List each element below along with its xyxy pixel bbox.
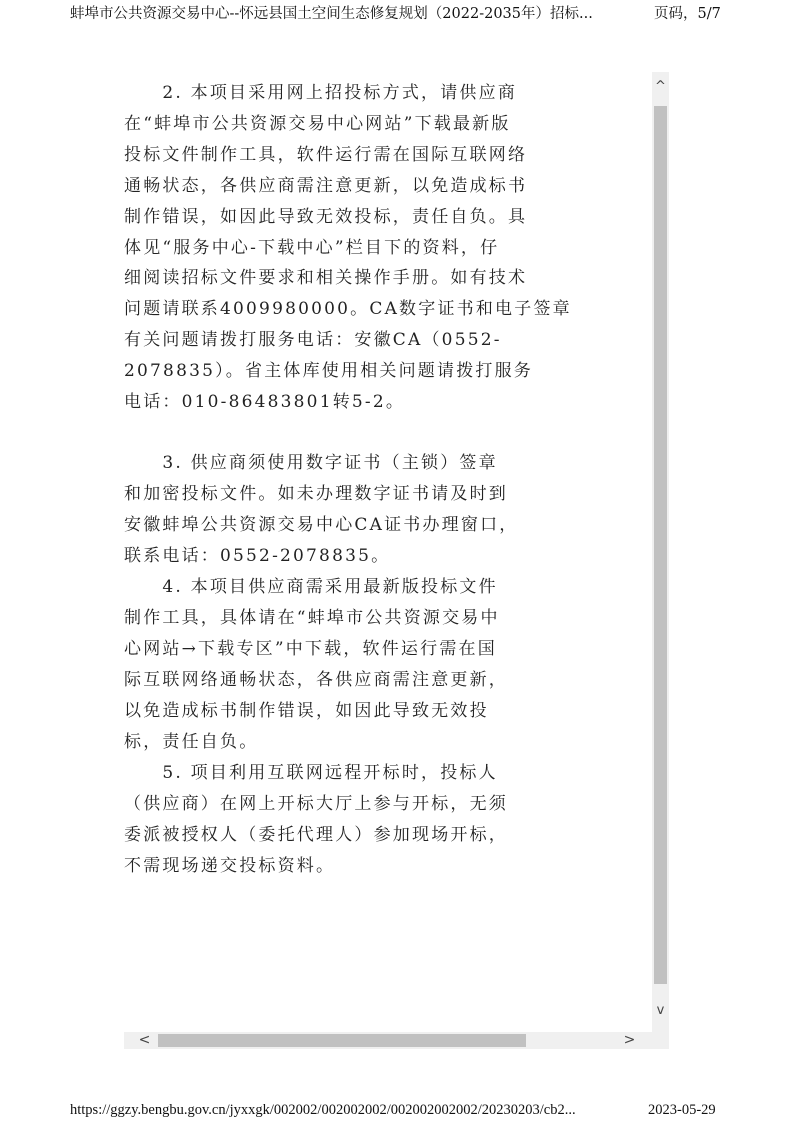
scroll-up-icon[interactable]: ^	[655, 79, 666, 94]
text-line: 心网站→下载专区”中下载，软件运行需在国	[124, 638, 497, 659]
horizontal-scrollbar[interactable]	[124, 1032, 669, 1049]
text-line: 体见“服务中心-下载中心”栏目下的资料，仔	[124, 237, 500, 258]
text-line: 制作错误，如因此导致无效投标，责任自负。具	[124, 206, 528, 227]
text-line: 联系电话：0552-2078835。	[124, 545, 391, 566]
text-line: （供应商）在网上开标大厅上参与开标，无须	[124, 793, 508, 814]
text-line: 2078835）。省主体库使用相关问题请拨打服务	[124, 361, 534, 382]
scroll-down-icon[interactable]: v	[656, 1003, 665, 1018]
vertical-scroll-thumb[interactable]	[654, 106, 667, 984]
text-line: 通畅状态，各供应商需注意更新，以免造成标书	[124, 175, 528, 196]
text-line: 安徽蚌埠公共资源交易中心CA证书办理窗口，	[124, 514, 519, 535]
text-line: 电话：010-86483801转5-2。	[124, 392, 406, 413]
page-number: 页码，5/7	[654, 6, 721, 22]
text-line: 2. 本项目采用网上招投标方式，请供应商	[124, 83, 518, 103]
announcement-text	[124, 72, 652, 1029]
text-line: 有关问题请拨打服务电话：安徽CA（0552-	[124, 330, 502, 351]
paragraph	[124, 758, 508, 882]
text-line: 不需现场递交投标资料。	[124, 855, 336, 876]
text-line: 委派被授权人（委托代理人）参加现场开标，	[124, 824, 508, 845]
text-line: 问题请联系4009980000。CA数字证书和电子签章	[124, 299, 572, 320]
text-line: 3. 供应商须使用数字证书（主锁）签章	[124, 453, 498, 473]
paragraph	[124, 448, 518, 572]
page-header-title: 蚌埠市公共资源交易中心--怀远县国土空间生态修复规划（2022-2035年）招标...	[70, 6, 593, 22]
text-line: 5. 项目利用互联网远程开标时，投标人	[124, 763, 498, 783]
scroll-left-icon[interactable]: <	[138, 1032, 151, 1048]
text-line: 制作工具，具体请在“蚌埠市公共资源交易中	[124, 607, 500, 628]
scroll-right-icon[interactable]: >	[623, 1032, 636, 1048]
paragraph	[124, 78, 572, 418]
page-footer-url: https://ggzy.bengbu.gov.cn/jyxxgk/002002/002002002/002002002002/20230203/cb2...	[70, 1102, 576, 1118]
text-line: 4. 本项目供应商需采用最新版投标文件	[124, 577, 498, 597]
horizontal-scroll-thumb[interactable]	[158, 1034, 526, 1047]
text-line: 和加密投标文件。如未办理数字证书请及时到	[124, 483, 508, 504]
text-line: 在“蚌埠市公共资源交易中心网站”下载最新版	[124, 113, 511, 134]
content-viewport	[124, 72, 669, 1049]
text-line: 投标文件制作工具，软件运行需在国际互联网络	[124, 144, 528, 165]
page-footer-date: 2023-05-29	[648, 1102, 716, 1118]
paragraph	[124, 572, 508, 757]
vertical-scrollbar[interactable]	[652, 72, 669, 1032]
text-line: 以免造成标书制作错误，如因此导致无效投	[124, 700, 489, 721]
text-line: 标，责任自负。	[124, 731, 259, 752]
text-line: 际互联网络通畅状态，各供应商需注意更新，	[124, 669, 508, 690]
text-line: 细阅读招标文件要求和相关操作手册。如有技术	[124, 268, 528, 289]
